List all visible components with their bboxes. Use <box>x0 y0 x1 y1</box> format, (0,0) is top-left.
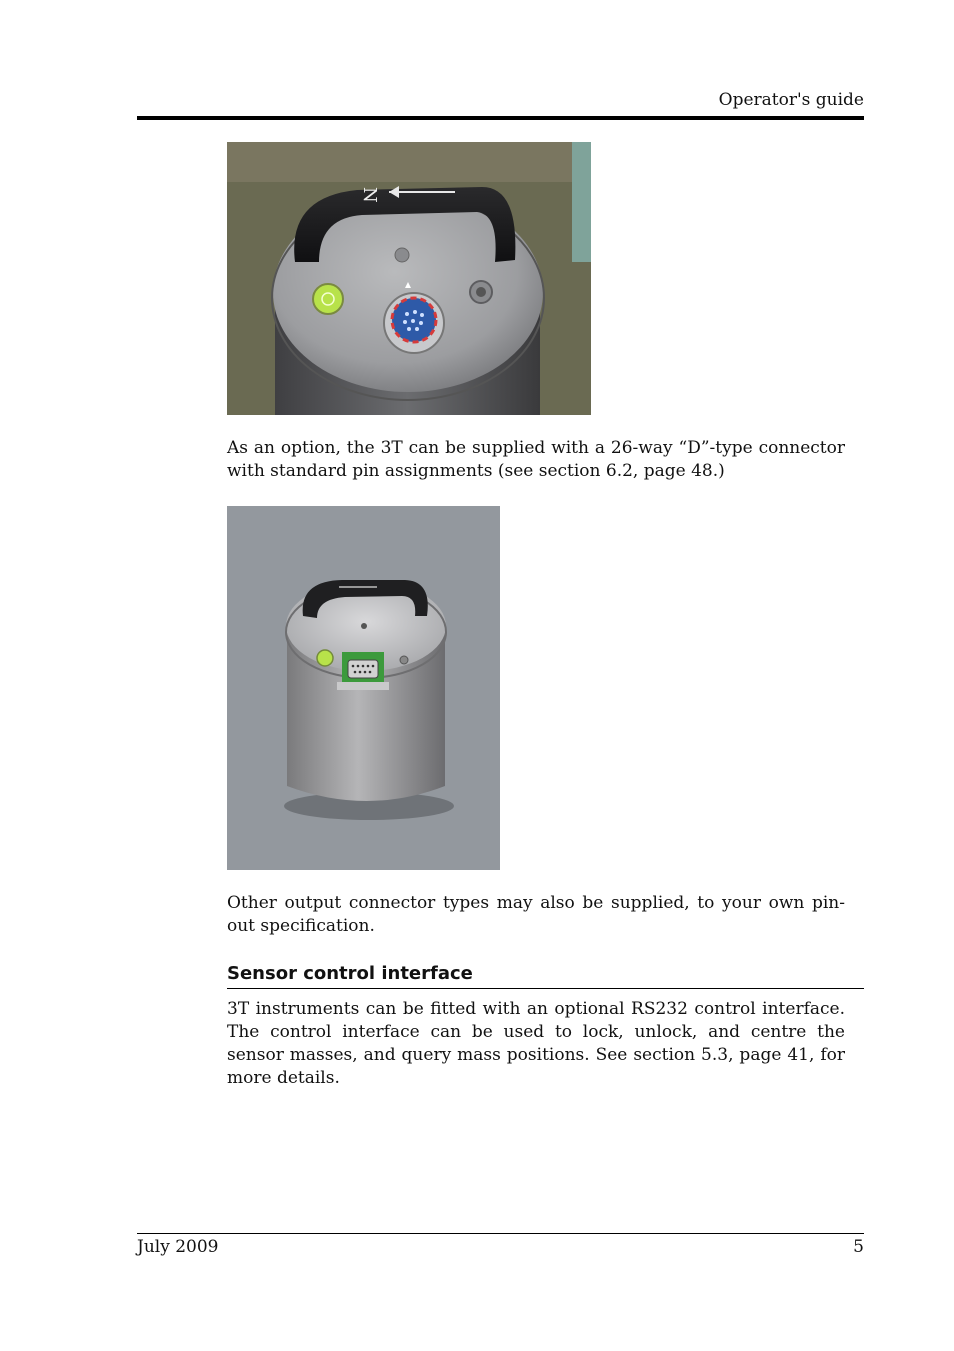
paragraph-other-connectors: Other output connector types may also be supplied, to your own pin-out specification. <box>227 893 845 936</box>
footer-rule <box>137 1233 864 1234</box>
section-heading: Sensor control interface <box>227 962 864 989</box>
footer-date: July 2009 <box>137 1237 219 1257</box>
paragraph-option-connector: As an option, the 3T can be supplied with a 26-way “D”-type connector with standard pin assignments (see section 6.2, page 48.) <box>227 438 845 481</box>
paragraph-control-interface: 3T instruments can be fitted with an optional RS232 control interface. The control interface can be used to lock, unlock, and centre the sensor masses, and query mass positions. See section 5.3, page 41, for more details. <box>227 999 845 1088</box>
running-header: Operator's guide <box>718 90 864 110</box>
sensor-d-type-connector-photo <box>227 506 500 870</box>
sensor-top-view-photo <box>227 142 591 415</box>
header-rule <box>137 116 864 120</box>
page-number: 5 <box>853 1237 864 1257</box>
svg-text:N: N <box>359 187 380 203</box>
